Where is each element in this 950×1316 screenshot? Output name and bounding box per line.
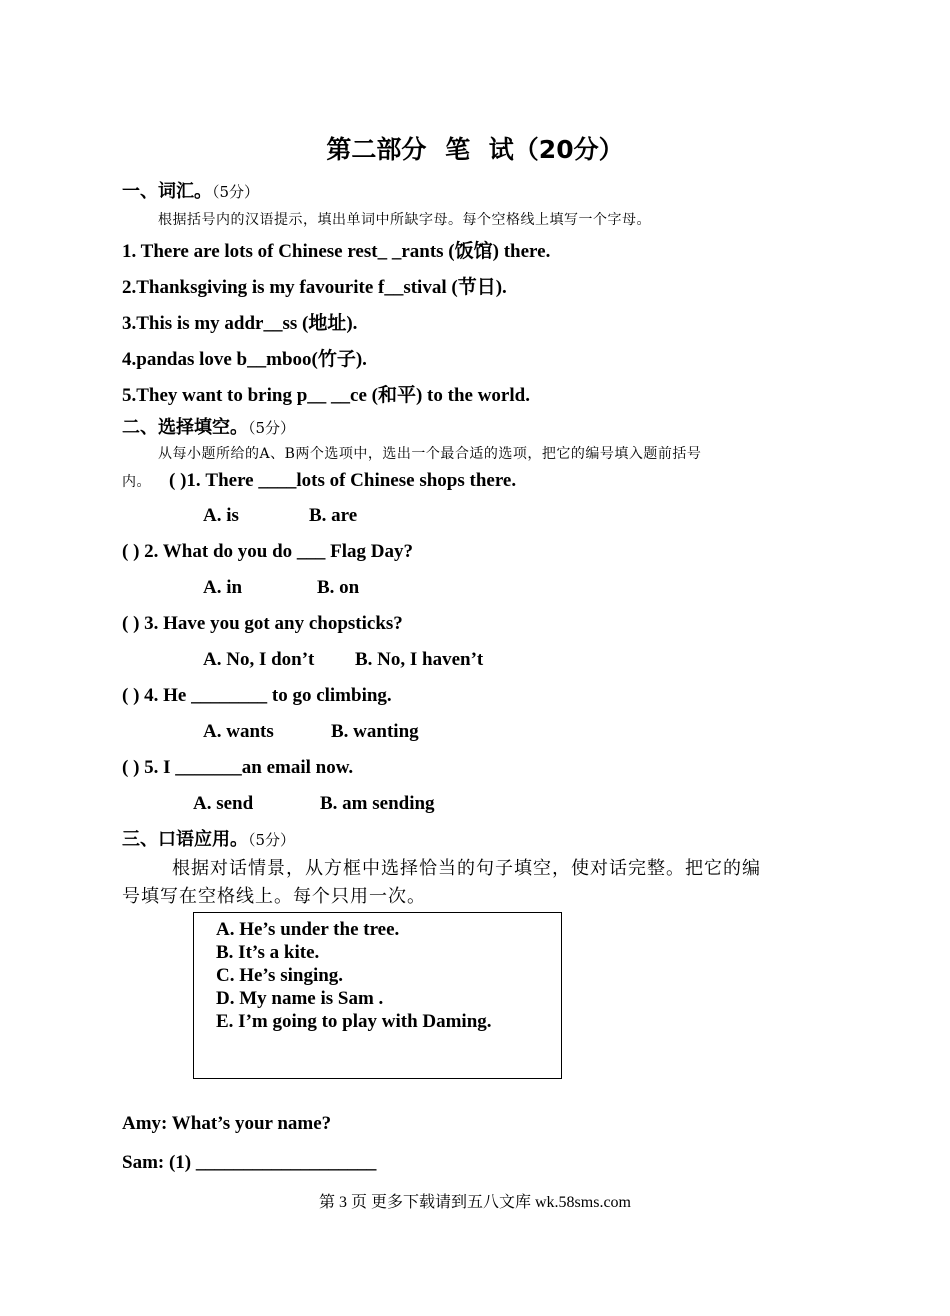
question-5-option-a: A. send — [193, 793, 254, 814]
section2-points: （5分） — [248, 419, 296, 437]
question-3-option-a: A. No, I don’t — [203, 649, 315, 670]
question-5-stem: ( ) 5. I _______an email now. — [122, 757, 354, 778]
section3-points: （5分） — [248, 831, 296, 849]
section3-instruction-line1: 根据对话情景，从方框中选择恰当的句子填空，使对话完整。把它的编 — [172, 858, 761, 879]
question-1-line — [122, 470, 516, 492]
option-e: E. I’m going to play with Daming. — [216, 1011, 492, 1032]
section1-points: （5分） — [212, 183, 260, 201]
question-1-option-b: B. are — [309, 505, 358, 526]
section3-instruction-line2: 号填写在空格线上。每个只用一次。 — [122, 886, 426, 907]
page-footer: 第 3 页 更多下载请到五八文库 wk.58sms.com — [318, 1194, 631, 1211]
question-2-option-b: B. on — [317, 577, 360, 598]
option-d: D. My name is Sam . — [216, 988, 384, 1009]
section2-heading — [122, 413, 295, 439]
section3-title: 三、口语应用。 — [122, 829, 248, 850]
vocab-item-5: 5.They want to bring p__ __ce (和平) to the world. — [122, 385, 530, 406]
vocab-item-2: 2.Thanksgiving is my favourite f__stival (节日). — [122, 277, 507, 298]
option-a: A. He’s under the tree. — [216, 919, 400, 940]
option-c: C. He’s singing. — [216, 965, 344, 986]
question-1-stem: ( )1. There ____lots of Chinese shops there. — [169, 470, 517, 491]
question-1-option-a: A. is — [203, 505, 239, 526]
section2-instruction-end: 内。 — [122, 474, 151, 490]
section3-heading — [122, 825, 295, 851]
section1-heading — [122, 177, 259, 203]
vocab-item-4: 4.pandas love b__mboo(竹子). — [122, 349, 367, 370]
question-3-option-b: B. No, I haven’t — [355, 649, 484, 670]
vocab-item-1: 1. There are lots of Chinese rest_ _rants (饭馆) there. — [122, 241, 551, 262]
question-3-stem: ( ) 3. Have you got any chopsticks? — [122, 613, 403, 634]
section2-instruction: 从每小题所给的A、B两个选项中，选出一个最合适的选项，把它的编号填入题前括号 — [158, 446, 702, 462]
question-4-stem: ( ) 4. He ________ to go climbing. — [122, 685, 392, 706]
option-b: B. It’s a kite. — [216, 942, 320, 963]
vocab-item-3: 3.This is my addr__ss (地址). — [122, 313, 358, 334]
section2-title: 二、选择填空。 — [122, 417, 248, 438]
question-4-option-a: A. wants — [203, 721, 274, 742]
dialogue-line-1: Amy: What’s your name? — [122, 1113, 332, 1134]
question-4-option-b: B. wanting — [331, 721, 419, 742]
question-2-stem: ( ) 2. What do you do ___ Flag Day? — [122, 541, 414, 562]
dialogue-line-2: Sam: (1) ___________________ — [122, 1152, 377, 1173]
section1-instruction: 根据括号内的汉语提示，填出单词中所缺字母。每个空格线上填写一个字母。 — [158, 212, 651, 228]
question-5-option-b: B. am sending — [320, 793, 435, 814]
options-box — [193, 912, 562, 1079]
section1-title: 一、词汇。 — [122, 181, 212, 202]
question-2-option-a: A. in — [203, 577, 243, 598]
page-title: 第二部分 笔 试（20分） — [326, 135, 624, 164]
